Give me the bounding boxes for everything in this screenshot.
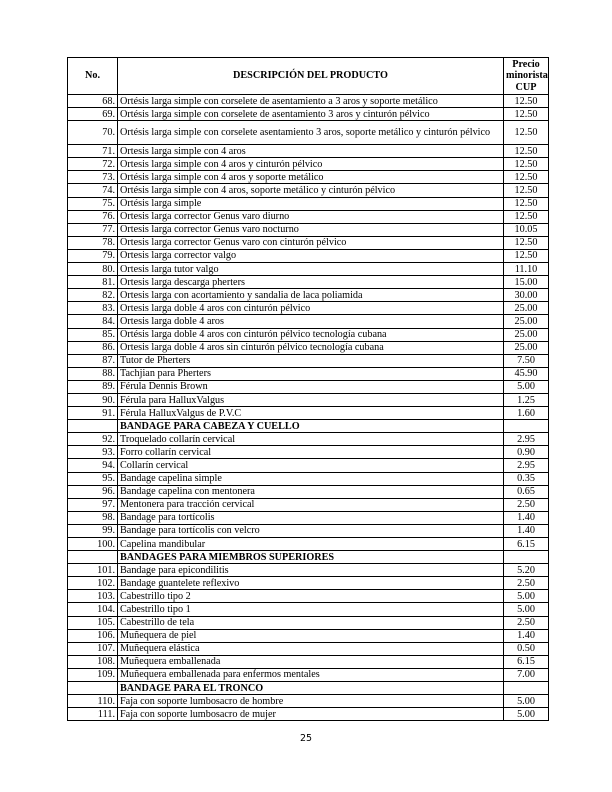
table-row: [68, 511, 549, 524]
item-number: 94.: [68, 459, 118, 472]
table-row: [68, 276, 549, 289]
item-price: 12.50: [504, 108, 549, 121]
header-price-line-1: Precio: [512, 58, 540, 70]
table-row: [68, 249, 549, 262]
header-price: [504, 58, 549, 95]
section-no-cell: [68, 420, 118, 433]
table-row: [68, 121, 549, 145]
table-row: [68, 695, 549, 708]
item-price: 12.50: [504, 210, 549, 223]
table-row: [68, 302, 549, 315]
table-body: [68, 95, 549, 721]
section-row: [68, 551, 549, 564]
item-price: 12.50: [504, 145, 549, 158]
item-number: 107.: [68, 642, 118, 655]
item-description: Bandage capelina simple: [118, 472, 504, 485]
item-number: 93.: [68, 446, 118, 459]
item-description: Ortesis larga corrector Genus varo con cinturón pélvico: [118, 236, 504, 249]
item-description: Ortesis larga corrector Genus varo diurno: [118, 210, 504, 223]
item-number: 85.: [68, 328, 118, 341]
item-number: 99.: [68, 524, 118, 537]
item-description: Bandage guantelete reflexivo: [118, 577, 504, 590]
item-price: 10.05: [504, 223, 549, 236]
section-price-cell: [504, 682, 549, 695]
item-description: Férula para HalluxValgus: [118, 393, 504, 406]
item-description: Faja con soporte lumbosacro de mujer: [118, 708, 504, 721]
item-description: Tutor de Pherters: [118, 354, 504, 367]
item-description: Ortésis larga simple con corselete asentamiento 3 aros, soporte metálico y cinturón pélvico: [118, 121, 504, 145]
item-number: 71.: [68, 145, 118, 158]
item-price: 25.00: [504, 341, 549, 354]
item-price: 2.50: [504, 498, 549, 511]
item-description: Muñequera emballenada: [118, 655, 504, 668]
item-number: 101.: [68, 564, 118, 577]
item-number: 68.: [68, 95, 118, 108]
item-price: 12.50: [504, 184, 549, 197]
item-number: 95.: [68, 472, 118, 485]
item-price: 25.00: [504, 315, 549, 328]
table-row: [68, 210, 549, 223]
item-description: Bandage para tortícolis con velcro: [118, 524, 504, 537]
table-row: [68, 708, 549, 721]
item-description: Ortesis larga doble 4 aros con cinturón pélvico: [118, 302, 504, 315]
item-price: 5.00: [504, 708, 549, 721]
item-number: 83.: [68, 302, 118, 315]
item-price: 7.50: [504, 354, 549, 367]
item-price: 5.20: [504, 564, 549, 577]
header-price-line-3: CUP: [515, 81, 537, 93]
item-description: Ortésis larga simple con corselete de asentamiento 3 aros y cinturón pélvico: [118, 108, 504, 121]
item-price: 5.00: [504, 695, 549, 708]
table-row: [68, 108, 549, 121]
table-row: [68, 668, 549, 681]
item-description: Ortesis larga descarga pherters: [118, 276, 504, 289]
item-description: Capelina mandibular: [118, 538, 504, 551]
section-row: [68, 682, 549, 695]
item-description: Ortésis larga doble 4 aros con cinturón pélvico tecnología cubana: [118, 328, 504, 341]
table-row: [68, 380, 549, 393]
item-description: Ortesis larga doble 4 aros: [118, 315, 504, 328]
item-price: 1.25: [504, 393, 549, 406]
item-description: Bandage para epicondilitis: [118, 564, 504, 577]
item-price: 45.90: [504, 367, 549, 380]
item-number: 102.: [68, 577, 118, 590]
section-heading: BANDAGE PARA CABEZA Y CUELLO: [118, 420, 504, 433]
item-number: 111.: [68, 708, 118, 721]
item-price: 12.50: [504, 95, 549, 108]
item-price: 30.00: [504, 289, 549, 302]
item-price: 2.95: [504, 433, 549, 446]
item-number: 80.: [68, 263, 118, 276]
item-number: 103.: [68, 590, 118, 603]
table-row: [68, 289, 549, 302]
item-price: 0.90: [504, 446, 549, 459]
item-price: 2.50: [504, 577, 549, 590]
item-description: Tachjian para Pherters: [118, 367, 504, 380]
table-row: [68, 564, 549, 577]
section-price-cell: [504, 551, 549, 564]
header-price-line-2: minorista: [506, 70, 548, 82]
item-number: 82.: [68, 289, 118, 302]
item-price: 7.00: [504, 668, 549, 681]
item-number: 81.: [68, 276, 118, 289]
table-row: [68, 393, 549, 406]
item-number: 75.: [68, 197, 118, 210]
item-number: 109.: [68, 668, 118, 681]
item-price: 5.00: [504, 590, 549, 603]
header-no: No.: [68, 58, 118, 95]
item-description: Mentonera para tracción cervical: [118, 498, 504, 511]
table-row: [68, 538, 549, 551]
table-row: [68, 158, 549, 171]
item-price: 6.15: [504, 538, 549, 551]
table-header: [68, 58, 549, 95]
table-row: [68, 145, 549, 158]
table-row: [68, 485, 549, 498]
item-description: Ortésis larga simple con corselete de asentamiento a 3 aros y soporte metálico: [118, 95, 504, 108]
item-price: 1.40: [504, 629, 549, 642]
item-number: 73.: [68, 171, 118, 184]
item-description: Ortésis larga simple con 4 aros, soporte metálico y cinturón pélvico: [118, 184, 504, 197]
table-row: [68, 577, 549, 590]
item-description: Ortesis larga simple con 4 aros: [118, 145, 504, 158]
item-number: 89.: [68, 380, 118, 393]
item-number: 69.: [68, 108, 118, 121]
item-description: Ortesis larga simple con 4 aros y cinturón pélvico: [118, 158, 504, 171]
item-number: 77.: [68, 223, 118, 236]
item-description: Troquelado collarín cervical: [118, 433, 504, 446]
item-number: 86.: [68, 341, 118, 354]
item-number: 92.: [68, 433, 118, 446]
item-description: Ortesis larga tutor valgo: [118, 263, 504, 276]
item-price: 12.50: [504, 171, 549, 184]
item-number: 84.: [68, 315, 118, 328]
table-row: [68, 433, 549, 446]
table-row: [68, 629, 549, 642]
item-description: Cabestrillo tipo 2: [118, 590, 504, 603]
table-row: [68, 184, 549, 197]
table-row: [68, 263, 549, 276]
table-row: [68, 603, 549, 616]
item-number: 104.: [68, 603, 118, 616]
section-price-cell: [504, 420, 549, 433]
table-row: [68, 472, 549, 485]
section-no-cell: [68, 682, 118, 695]
item-price: 0.65: [504, 485, 549, 498]
item-number: 105.: [68, 616, 118, 629]
item-number: 74.: [68, 184, 118, 197]
table-row: [68, 590, 549, 603]
item-description: Cabestrillo de tela: [118, 616, 504, 629]
item-number: 98.: [68, 511, 118, 524]
item-description: Muñequera emballenada para enfermos mentales: [118, 668, 504, 681]
item-description: Cabestrillo tipo 1: [118, 603, 504, 616]
table-row: [68, 407, 549, 420]
item-price: 11.10: [504, 263, 549, 276]
table-row: [68, 341, 549, 354]
item-description: Collarín cervical: [118, 459, 504, 472]
item-description: Forro collarín cervical: [118, 446, 504, 459]
header-description: DESCRIPCIÓN DEL PRODUCTO: [118, 58, 504, 95]
item-number: 106.: [68, 629, 118, 642]
item-price: 15.00: [504, 276, 549, 289]
item-number: 79.: [68, 249, 118, 262]
item-description: Bandage para tortícolis: [118, 511, 504, 524]
table-row: [68, 95, 549, 108]
table-row: [68, 446, 549, 459]
table-row: [68, 498, 549, 511]
item-price: 12.50: [504, 121, 549, 145]
table-row: [68, 642, 549, 655]
item-price: 6.15: [504, 655, 549, 668]
item-price: 1.40: [504, 511, 549, 524]
item-number: 70.: [68, 121, 118, 145]
item-price: 0.35: [504, 472, 549, 485]
item-description: Ortesis larga corrector valgo: [118, 249, 504, 262]
item-price: 2.50: [504, 616, 549, 629]
item-description: Muñequera elástica: [118, 642, 504, 655]
section-heading: BANDAGES PARA MIEMBROS SUPERIORES: [118, 551, 504, 564]
item-price: 1.40: [504, 524, 549, 537]
item-number: 100.: [68, 538, 118, 551]
item-description: Bandage capelina con mentonera: [118, 485, 504, 498]
section-heading: BANDAGE PARA EL TRONCO: [118, 682, 504, 695]
table-row: [68, 655, 549, 668]
table-row: [68, 328, 549, 341]
item-description: Ortesis larga con acortamiento y sandalia de laca poliamida: [118, 289, 504, 302]
item-number: 88.: [68, 367, 118, 380]
item-description: Ortésis larga simple: [118, 197, 504, 210]
item-number: 91.: [68, 407, 118, 420]
item-description: Muñequera de piel: [118, 629, 504, 642]
item-description: Ortesis larga doble 4 aros sin cinturón pélvico tecnología cubana: [118, 341, 504, 354]
item-price: 12.50: [504, 197, 549, 210]
item-price: 12.50: [504, 236, 549, 249]
section-no-cell: [68, 551, 118, 564]
table-row: [68, 197, 549, 210]
table-row: [68, 171, 549, 184]
item-description: Férula HalluxValgus de P.V.C: [118, 407, 504, 420]
table-row: [68, 223, 549, 236]
item-description: Faja con soporte lumbosacro de hombre: [118, 695, 504, 708]
item-price: 25.00: [504, 302, 549, 315]
item-price: 5.00: [504, 603, 549, 616]
item-number: 96.: [68, 485, 118, 498]
table-row: [68, 354, 549, 367]
item-number: 97.: [68, 498, 118, 511]
item-number: 76.: [68, 210, 118, 223]
item-price: 0.50: [504, 642, 549, 655]
table-row: [68, 616, 549, 629]
item-price: 25.00: [504, 328, 549, 341]
table-row: [68, 367, 549, 380]
item-price: 2.95: [504, 459, 549, 472]
item-number: 108.: [68, 655, 118, 668]
item-price: 5.00: [504, 380, 549, 393]
item-price: 1.60: [504, 407, 549, 420]
item-price: 12.50: [504, 249, 549, 262]
item-description: Férula Dennis Brown: [118, 380, 504, 393]
item-number: 90.: [68, 393, 118, 406]
table-row: [68, 236, 549, 249]
item-number: 72.: [68, 158, 118, 171]
item-description: Ortésis larga simple con 4 aros y soporte metálico: [118, 171, 504, 184]
item-description: Ortesis larga corrector Genus varo nocturno: [118, 223, 504, 236]
item-number: 87.: [68, 354, 118, 367]
item-number: 78.: [68, 236, 118, 249]
item-number: 110.: [68, 695, 118, 708]
page-number: 25: [299, 733, 313, 744]
section-row: [68, 420, 549, 433]
table-row: [68, 315, 549, 328]
price-table: [67, 57, 549, 721]
table-row: [68, 524, 549, 537]
table-row: [68, 459, 549, 472]
item-price: 12.50: [504, 158, 549, 171]
